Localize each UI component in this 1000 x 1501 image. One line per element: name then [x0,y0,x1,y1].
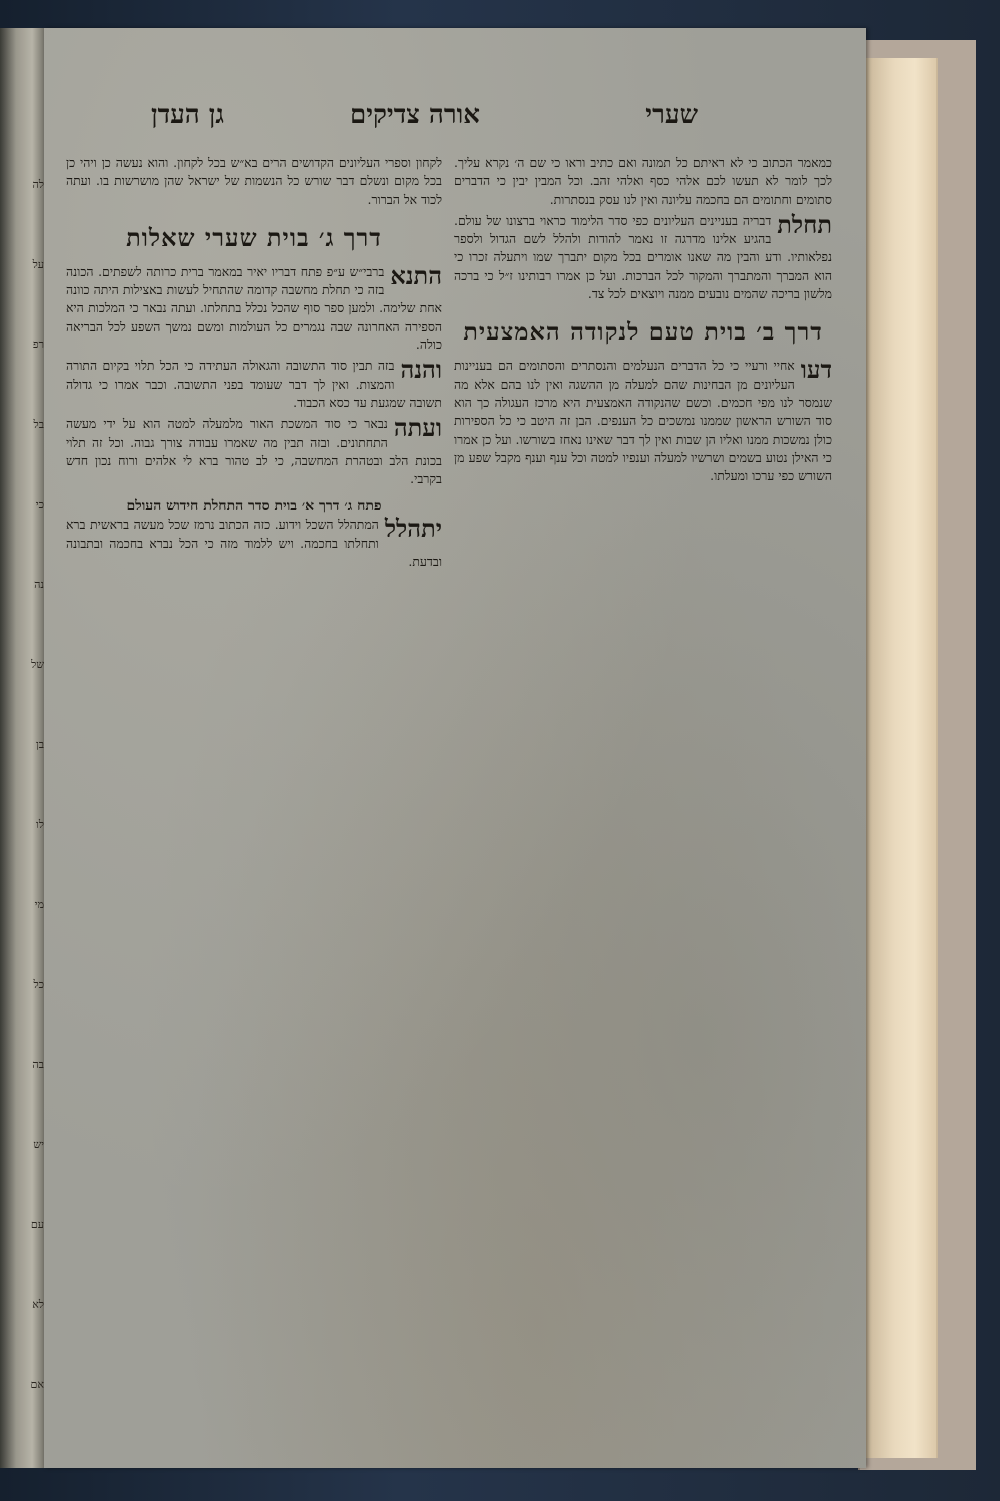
edge-fragment: בן [35,738,44,751]
section-text: ברבי״ש ע״פ פתח דבריו יאיר במאמר ברית כרותה לשפתים. הכונה בזה כי תחלת מחשבה קדומה שהתחיל לעשות באצילות היתה כוונה אחת שלימה. ולמען ספר סוף שהכל נכלל בתחלתו. ועתה נבאר כי המלכות היא הספירה האחרונה שבה נגמרים כל העולמות ומשם נמשך השפע לכל הבריאה כולה. [66,263,442,353]
edge-fragment: נה [34,578,44,591]
edge-fragment: מי [34,898,44,911]
section-initial-word: דעו [800,355,832,385]
section-heading-derekh-gimel: דרך ג׳ בוית שערי שאלות [126,222,382,252]
title1-text: דבריה בעניינים העליונים כפי סדר הלימוד כראוי ברצונו של עולם. בהגיע אלינו מדרגה זו נאמר להודות ולהלל לשם הגדול ולספר נפלאותיו. ודע והבין מה שאנו אומרים בכל מקום יתברך שמו ויתעלה זכרו כי הוא המברך והמתברך והמקור לכל הברכות. ועל כן אמרו רבותינו ז״ל כי ברכה מלשון בריכה שהמים נובעים ממנה ויוצאים לכל צד. [454,212,832,302]
running-head [44,100,866,140]
left-intro-paragraph: לקחון וספרי העליונים הקדושים הרים בא״ש בכל לקחון. והוא נעשה כן ויהי כן בכל מקום ונשלם דבר שורש כל הנשמות של ישראל שהן מושרשות בו. ועתה לכוד אל הברור. [66,155,442,207]
edge-fragment: רפ [32,338,44,351]
left-text-column [66,154,442,1474]
right-title1-paragraph [454,209,832,303]
section-initial-word: התנא [390,260,442,290]
section-heading-derekh-bet: דרך ב׳ בוית טעם לנקודה האמצעית [463,317,823,347]
running-head-left: גן העדן [150,100,224,130]
right-text-column [454,154,832,1474]
vehine-initial-word: והנה [400,355,442,385]
running-head-right: שערי [645,100,698,130]
veata-paragraph [66,415,442,488]
vehine-text: בזה תבין סוד התשובה והגאולה העתידה כי הכל תלוי בקיום התורה והמצות. ואין לך דבר שעומד בפני התשובה. וכבר אמרו כי גדולה תשובה שמגעת עד כסא הכבוד. [66,358,442,410]
veata-text: נבאר כי סוד המשכת האור מלמעלה למטה הוא על ידי מעשה התחתונים. ובזה תבין מה שאמרו עבודה צורך גבוה. וכל זה תלוי בכונת הלב ובטהרת המחשבה, כי לב טהור ברא לי אלהים ורוח נכון חדש בקרבי. [66,416,442,487]
right-intro-paragraph: כמאמר הכתוב כי לא ראיתם כל תמונה ואם כתיב וראו כי שם ה׳ נקרא עליך. לכך לומר לא תעשו לכם אלהי כסף ואלהי זהב. וכל המבין יבין כי הדברים סתומים וחתומים הם בחכמה עליונה ואין לנו עסק בנסתרות. [454,155,832,207]
edge-fragment: אם [30,1378,44,1391]
edge-fragment: על [32,258,44,271]
vehine-paragraph [66,357,442,412]
left-section-paragraph [66,260,442,354]
edge-fragment: של [31,658,44,671]
edge-fragment: כי [35,498,44,511]
right-section-paragraph [454,357,832,485]
closing-paragraph [66,516,442,571]
edge-fragment: כל [33,978,44,991]
closing-heading: פתח ג׳ דרך א׳ בוית סדר התחלת חידוש העולם [126,498,382,515]
closing-text: המתהלל השכל וידוע. כזה הכתוב נרמז שכל מעשה בראשית ברא ותחלתו בחכמה. ויש ללמוד מזה כי הכל נברא בחכמה ובתבונה ובדעת. [66,517,442,570]
edge-fragment: לא [32,1298,44,1311]
section-text: אחיי ורעיי כי כל הדברים הנעלמים והנסתרים והסתומים הם בעניינות העליונים מן הבחינות שהם למעלה מן ההשגה ואין לנו בהם אלא מה שנמסר לנו מפי חכמים. וכשם שהנקודה האמצעית היא מרכז העגולה כך הוא סוד השורש הראשון שממנו נמשכים כל הענפים. הבן זה היטב כי כל הספירות כולן נמשכות ממנו ואליו הן שבות ואין לך דבר שאינו נאחז בשורשו. ועל כן אמרו כי האילן נטוע בשמים ושרשיו למעלה וענפיו למטה וכל ענף וענף מקבל שפע מן השורש כפי ערכו ומעלתו. [454,358,832,484]
veata-initial-word: ועתה [393,413,442,443]
board-paper-strip [866,58,938,1458]
edge-fragment: יש [33,1138,44,1151]
edge-fragment: עם [30,1218,44,1231]
closing-initial-word: יתהלל [384,514,442,544]
edge-fragment: לה [32,178,44,191]
edge-fragment: בל [33,418,44,431]
title1-initial-word: תחלת [777,209,832,239]
edge-fragment: לו [36,818,44,831]
adjacent-page-edge [0,28,46,1468]
edge-fragment: בה [32,1058,44,1071]
running-head-center: אורה צדיקים [349,100,480,130]
manuscript-page [44,28,866,1468]
